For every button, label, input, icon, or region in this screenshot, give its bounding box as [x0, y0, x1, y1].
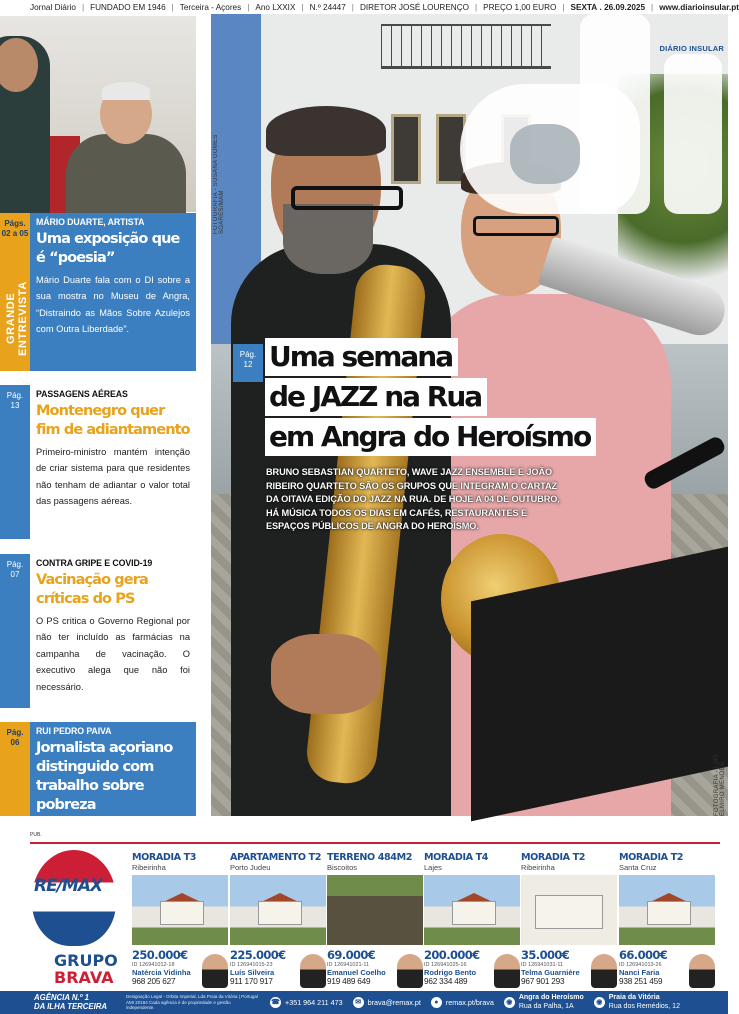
website-link[interactable]: ● remax.pt/brava [431, 997, 494, 1008]
headline-line: de JAZZ na Rua [265, 378, 487, 416]
office-praia[interactable]: ◉ Praia da Vitória Rua dos Remédios, 12 [594, 994, 680, 1011]
teaser-text: O PS critica o Governo Regional por não ter incluído as farmácias na campanha de vacinação. O executivo alega que não foi necessário. [36, 616, 190, 692]
teaser-vaccination[interactable] [0, 554, 196, 708]
masthead-price: PREÇO 1,00 EURO [483, 2, 557, 12]
phone-contact[interactable]: ☎ +351 964 211 473 [271, 998, 343, 1007]
agent-avatar [689, 954, 715, 988]
teaser-kicker: CONTRA GRIPE E COVID-19 [36, 558, 153, 568]
teaser-interview[interactable] [0, 213, 196, 371]
jazz-musicians-photo [211, 14, 728, 816]
property-listing[interactable]: MORADIA T3 Ribeirinha 250.000€ ID 126941012-18 Natércia Vidinha 968 205 627 [132, 852, 228, 990]
office-angra[interactable]: ◉ Angra do Heroísmo Rua da Palha, 1A [504, 994, 584, 1011]
agent-avatar [202, 954, 228, 988]
property-image [132, 875, 228, 945]
globe-icon: ● [431, 997, 442, 1008]
property-image [521, 875, 617, 945]
teaser-journalist[interactable] [0, 722, 196, 816]
headline-line: Uma semana [265, 338, 458, 376]
email-icon: ✉ [353, 997, 364, 1008]
masthead: Jornal Diário | FUNDADO EM 1946 | Terceira - Açores | Ano LXXIX | N.º 24447 | DIRETOR JOSÉ LOURENÇO | PREÇO 1,00 EURO | SEXTA . 26.09.2025 | www.diarioinsular.pt [30, 2, 739, 12]
page-ref: Págs. 02 a 05 [0, 213, 30, 371]
phone-icon: ☎ [271, 999, 280, 1006]
teaser-kicker: PASSAGENS AÉREAS [36, 389, 128, 399]
agent-avatar [300, 954, 326, 988]
masthead-date: 26.09.2025 [604, 2, 646, 12]
page-ref: Pág. 12 [233, 344, 263, 382]
property-listing[interactable]: TERRENO 484M2 Biscoitos 69.000€ ID 126941021-11 Emanuel Coelho 919 489 649 [327, 852, 423, 990]
masthead-year: Ano LXXIX [255, 2, 296, 12]
balloon-icon [32, 850, 116, 946]
agent-avatar [591, 954, 617, 988]
teaser-kicker: MÁRIO DUARTE, ARTISTA [36, 217, 145, 227]
masthead-website-link[interactable]: www.diarioinsular.pt [659, 2, 739, 12]
masthead-place: Terceira - Açores [179, 2, 242, 12]
teaser-kicker: RUI PEDRO PAIVA [36, 726, 112, 736]
teaser-flights[interactable] [0, 385, 196, 539]
teaser-title[interactable]: Vacinação gera críticas do PS [36, 572, 148, 607]
page-ref: Pág. 06 [0, 722, 30, 816]
interview-photo [0, 16, 196, 212]
lead-lede: BRUNO SEBASTIAN QUARTETO, WAVE JAZZ ENSEMBLE E JOÃO RIBEIRO QUARTETO SÃO OS GRUPOS QUE INTEGRAM O CARTAZ DA OITAVA EDIÇÃO DO JAZZ NA RUA. DE HOJE A 04 DE OUTUBRO, HÁ MÚSICA TODOS OS DIAS EM CAFÉS, RESTAURANTES E ESPAÇOS PÚBLICOS DE ANGRA DO HEROÍSMO. [266, 467, 560, 532]
logo-brand-text: DIÁRIO INSULAR [659, 44, 724, 53]
masthead-day: SEXTA [570, 2, 598, 12]
location-pin-icon: ◉ [504, 997, 515, 1008]
teaser-title[interactable]: Jornalista açoriano distinguido com trabalho sobre pobreza [36, 740, 173, 813]
location-pin-icon: ◉ [594, 997, 605, 1008]
masthead-director: DIRETOR JOSÉ LOURENÇO [359, 2, 469, 12]
property-listing[interactable]: MORADIA T2 Santa Cruz 66.000€ ID 126941013-26 Nanci Faria 938 251 459 [619, 852, 715, 990]
agent-avatar [397, 954, 423, 988]
ad-footer-bar [0, 991, 728, 1014]
section-label: GRANDE ENTREVISTA [5, 281, 29, 356]
masthead-number: N.º 24447 [309, 2, 346, 12]
property-listing[interactable]: APARTAMENTO T2 Porto Judeu 225.000€ ID 126941015-23 Luís Silveira 911 170 917 [230, 852, 326, 990]
photo-credit-top: FOTOGRAFIA - SUSANA GOMES SOARES/MAM [213, 134, 225, 234]
property-listing[interactable]: MORADIA T2 Ribeirinha 35.000€ ID 126941031-11 Telma Guarnière 967 901 293 [521, 852, 617, 990]
page-ref: Pág. 07 [0, 554, 30, 708]
page-ref: Pág. 13 [0, 385, 30, 539]
group-name: GRUPO BRAVA [54, 951, 118, 987]
agent-avatar [494, 954, 520, 988]
remax-advert[interactable] [30, 842, 720, 1012]
teaser-title[interactable]: Montenegro quer fim de adiantamento [36, 403, 190, 438]
masthead-founded: FUNDADO EM 1946 [90, 2, 166, 12]
teaser-text: Mário Duarte fala com o DI sobre a sua mostra no Museu de Angra, “Distraindo as Mãos Sobre Azulejos com Outra Liberdade”. [36, 275, 190, 335]
headline-line: em Angra do Heroísmo [265, 418, 596, 456]
photo-credit-bottom: FOTOGRAFIA - LUÍS ELMIRO MENDES [714, 753, 726, 816]
teaser-title[interactable]: Uma exposição que é “poesia” [36, 231, 180, 266]
remax-logo: RE/MAX GRUPO BRAVA [30, 848, 130, 990]
ad-label: PUB. [30, 832, 42, 838]
property-image [230, 875, 326, 945]
newspaper-logo[interactable] [460, 14, 728, 214]
legal-text: Designação Legal - Orbita Imperial, Lda Praia da Vitória | Portugal AMI 20184 Cada agência é de propriedade e gestão independente. [126, 994, 258, 1011]
email-contact[interactable]: ✉ brava@remax.pt [353, 997, 421, 1008]
property-listing[interactable]: MORADIA T4 Lajes 200.000€ ID 126941025-16 Rodrigo Bento 962 334 489 [424, 852, 520, 990]
teaser-text: Primeiro-ministro mantém intenção de criar sistema para que residentes não tenham de adiantar o valor total das passagens aéreas. [36, 447, 190, 507]
property-image [327, 875, 423, 945]
masthead-name: Jornal Diário [30, 2, 76, 12]
property-image [424, 875, 520, 945]
agency-tagline: AGÊNCIA N.º 1 DA ILHA TERCEIRA [34, 993, 108, 1011]
property-image [619, 875, 715, 945]
